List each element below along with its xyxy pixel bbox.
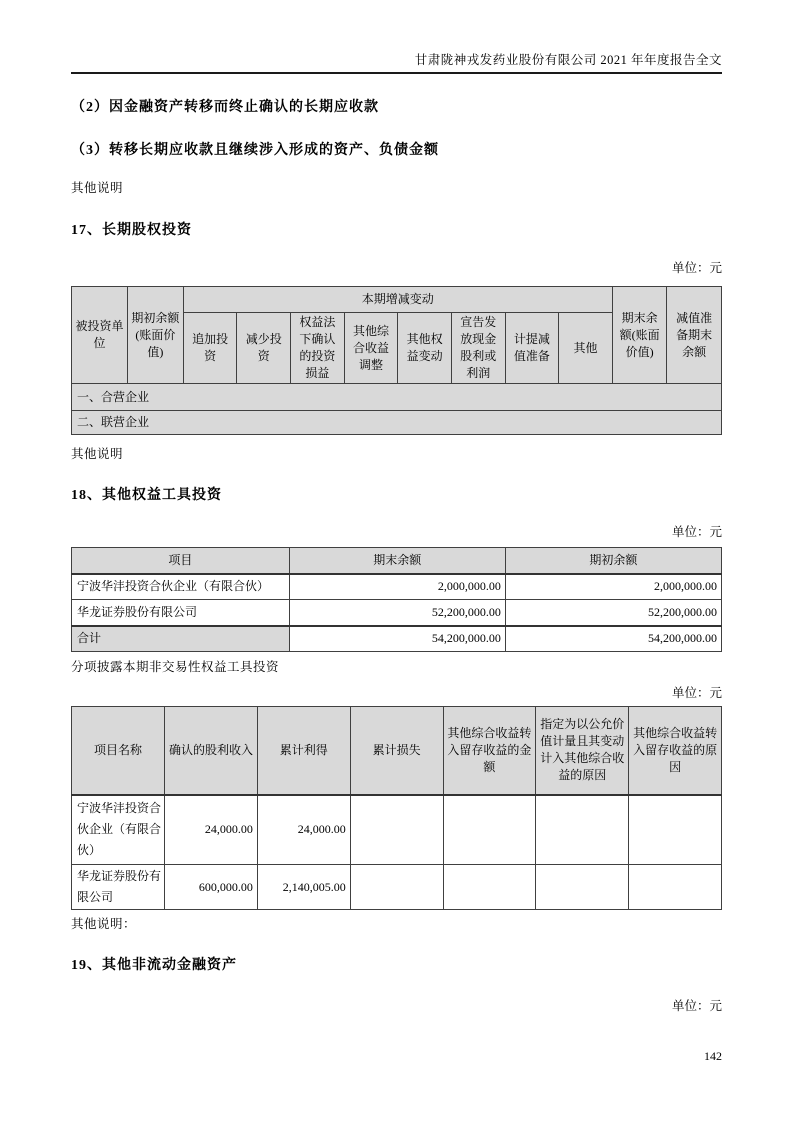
cell-fv-reason	[536, 795, 629, 865]
section-heading-18: 18、其他权益工具投资	[71, 488, 222, 503]
th-additional-investment: 追加投资	[183, 313, 237, 384]
row-joint-ventures: 一、合营企业	[72, 384, 722, 411]
unit-label-19: 单位：元	[671, 999, 722, 1013]
row-associates: 二、联营企业	[72, 411, 722, 435]
table-row-total	[72, 626, 722, 652]
cell-dividend: 600,000.00	[165, 865, 258, 910]
cell-transfer-amount	[443, 865, 536, 910]
th-equity-method-gains: 权益法下确认的投资损益	[291, 313, 345, 384]
cell-item-name: 宁波华沣投资合伙企业（有限合伙）	[72, 574, 290, 600]
cell-opening-value: 2,000,000.00	[505, 574, 721, 600]
th-dividend-income: 确认的股利收入	[165, 707, 258, 795]
section-heading-17: 17、长期股权投资	[71, 223, 192, 238]
cell-loss	[350, 795, 443, 865]
cell-item-name: 华龙证券股份有限公司	[72, 600, 290, 626]
th-impairment-provision: 计提减值准备	[505, 313, 559, 384]
cell-closing-value: 2,000,000.00	[289, 574, 505, 600]
cell-fv-reason	[536, 865, 629, 910]
cell-total-closing: 54,200,000.00	[289, 626, 505, 652]
th-opening: 期初余额	[505, 548, 721, 574]
th-opening-balance: 期初余额(账面价值)	[127, 287, 183, 384]
cell-transfer-amount	[443, 795, 536, 865]
th-item: 项目	[72, 548, 290, 574]
cell-gain: 2,140,005.00	[257, 865, 350, 910]
non-trading-disclosure-note: 分项披露本期非交易性权益工具投资	[71, 660, 280, 674]
th-reduced-investment: 减少投资	[237, 313, 291, 384]
table-row	[72, 795, 722, 865]
th-fvoci-reason: 指定为以公允价值计量且其变动计入其他综合收益的原因	[536, 707, 629, 795]
document-header-title: 甘肃陇神戎发药业股份有限公司 2021 年年度报告全文	[414, 53, 722, 67]
th-closing-balance: 期末余额(账面价值)	[612, 287, 667, 384]
unit-label-18b: 单位：元	[671, 686, 722, 700]
non-trading-equity-table	[71, 706, 722, 910]
other-note-1: 其他说明	[71, 181, 124, 195]
cell-total-label: 合计	[72, 626, 290, 652]
section-heading-19: 19、其他非流动金融资产	[71, 958, 237, 973]
long-term-equity-investment-table	[71, 286, 722, 435]
th-cumulative-loss: 累计损失	[350, 707, 443, 795]
cell-transfer-reason	[629, 865, 722, 910]
header-divider	[71, 72, 722, 74]
cell-total-opening: 54,200,000.00	[505, 626, 721, 652]
th-transfer-reason: 其他综合收益转入留存收益的原因	[629, 707, 722, 795]
th-oci-to-retained: 其他综合收益转入留存收益的金额	[443, 707, 536, 795]
th-closing: 期末余额	[289, 548, 505, 574]
other-note-3: 其他说明：	[71, 917, 137, 931]
table-row	[72, 865, 722, 910]
th-change-group: 本期增减变动	[183, 287, 612, 313]
th-declared-dividends: 宣告发放现金股利或利润	[451, 313, 505, 384]
cell-project-name: 宁波华沣投资合伙企业（有限合伙）	[72, 795, 165, 865]
table-row	[72, 600, 722, 626]
cell-transfer-reason	[629, 795, 722, 865]
page-number: 142	[704, 1049, 722, 1063]
cell-project-name: 华龙证券股份有限公司	[72, 865, 165, 910]
table-row	[72, 574, 722, 600]
cell-gain: 24,000.00	[257, 795, 350, 865]
section-heading-sub2: （2）因金融资产转移而终止确认的长期应收款	[71, 100, 379, 115]
th-oci-adjustment: 其他综合收益调整	[344, 313, 398, 384]
unit-label-18: 单位：元	[671, 525, 722, 539]
th-project-name: 项目名称	[72, 707, 165, 795]
th-other: 其他	[559, 313, 613, 384]
other-equity-instruments-table	[71, 547, 722, 652]
th-other-equity-change: 其他权益变动	[398, 313, 452, 384]
cell-dividend: 24,000.00	[165, 795, 258, 865]
th-impairment-closing: 减值准备期末余额	[667, 287, 722, 384]
cell-loss	[350, 865, 443, 910]
unit-label-17: 单位：元	[671, 261, 722, 275]
section-heading-sub3: （3）转移长期应收款且继续涉入形成的资产、负债金额	[71, 143, 439, 158]
th-cumulative-gain: 累计利得	[257, 707, 350, 795]
other-note-2: 其他说明	[71, 447, 124, 461]
cell-closing-value: 52,200,000.00	[289, 600, 505, 626]
th-investee: 被投资单位	[72, 287, 128, 384]
cell-opening-value: 52,200,000.00	[505, 600, 721, 626]
